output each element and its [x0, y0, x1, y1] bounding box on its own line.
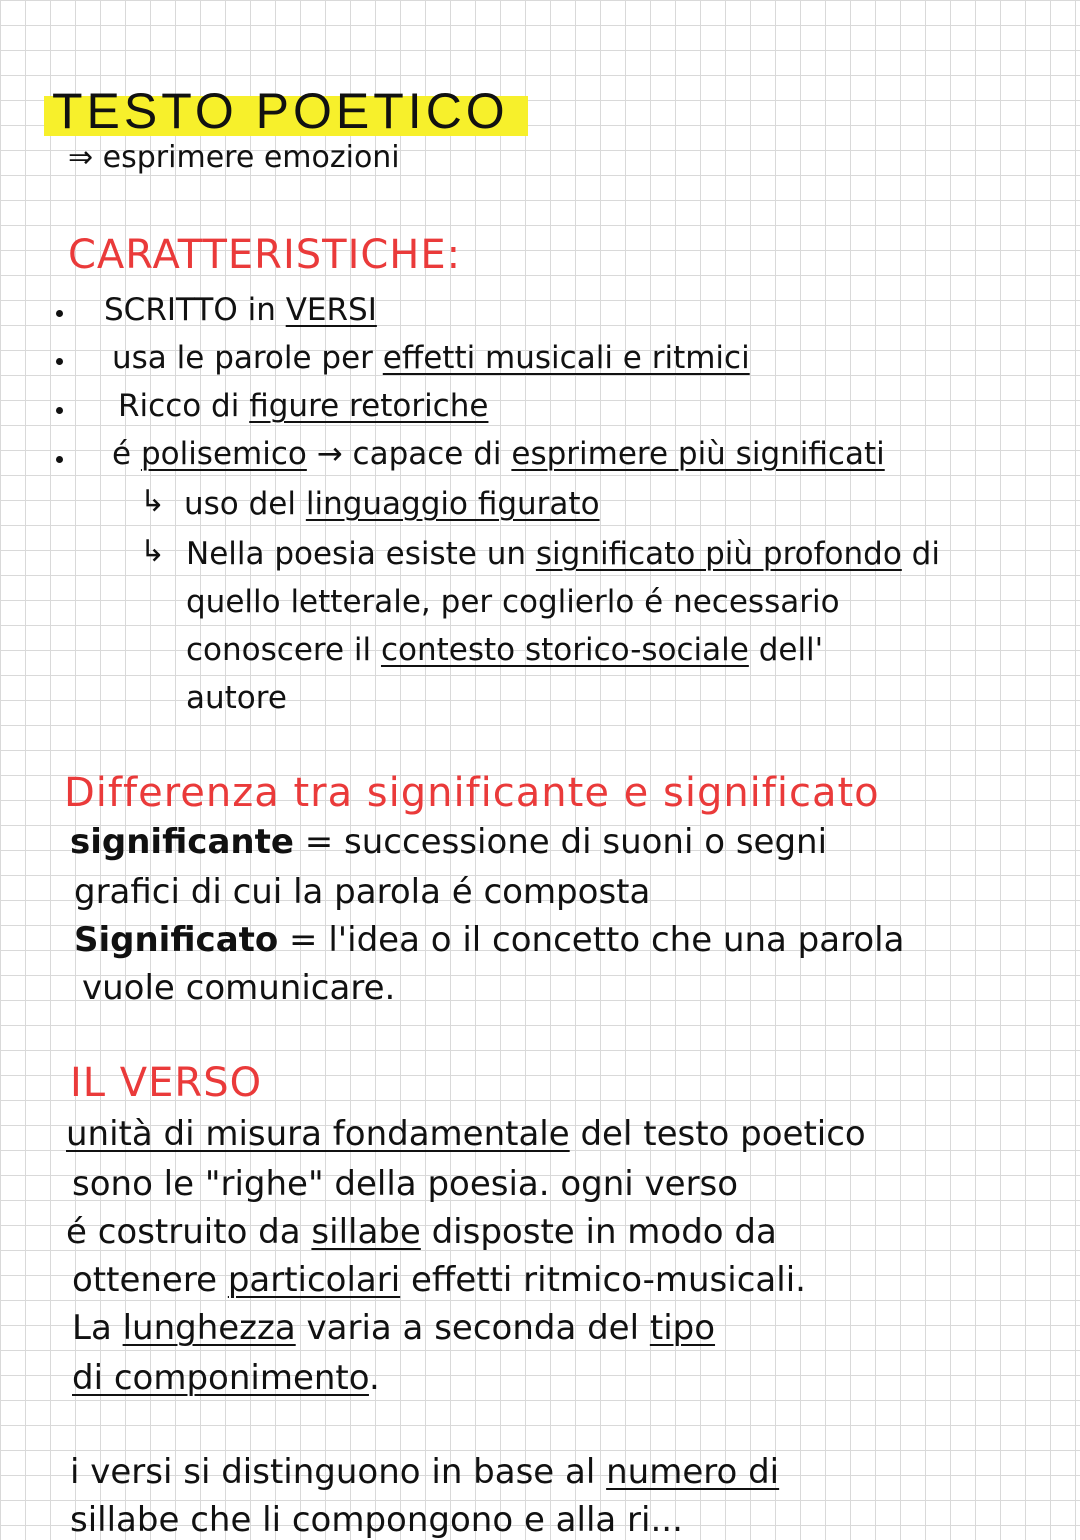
verso-line-1 — [66, 1114, 866, 1154]
bullet-1 — [104, 292, 377, 328]
heading-caratteristiche: CARATTERISTICHE: — [68, 232, 462, 278]
bullet-2 — [112, 340, 750, 376]
verso-line-3-text-end: disposte in modo da — [420, 1212, 777, 1252]
title-block — [44, 83, 509, 142]
verso-line-6-text: . — [368, 1358, 380, 1398]
sub-arrow-icon: ↳ — [140, 484, 166, 519]
bullet-1-underlined: VERSI — [285, 292, 377, 328]
bullet-3 — [118, 388, 488, 424]
bullet-dot — [56, 407, 63, 414]
term-significato: Significato — [74, 920, 279, 960]
verso-line-4-text: ottenere — [72, 1260, 228, 1300]
differenza-line-3-text: = l'idea o il concetto che una parola — [278, 920, 905, 960]
sub-item-2-line-3 — [186, 632, 823, 668]
verso-line-2: sono le "righe" della poesia. ogni verso — [72, 1164, 739, 1204]
differenza-line-1-text: = successione di suoni o segni — [293, 822, 828, 862]
verso-line-7 — [70, 1452, 779, 1492]
differenza-line-3 — [74, 920, 904, 960]
sub-item-2-line-2: quello letterale, per coglierlo é necessario — [186, 584, 840, 620]
sub-item-2-line-1 — [186, 536, 940, 572]
bullet-4-text: é — [112, 436, 141, 472]
sub-item-2-l3-underlined: contesto storico-sociale — [380, 632, 749, 668]
verso-line-3-text: é costruito da — [66, 1212, 312, 1252]
heading-il-verso: IL VERSO — [70, 1060, 263, 1106]
bullet-4-text-2: → capace di — [306, 436, 512, 472]
sub-item-1-text: uso del — [184, 486, 306, 522]
sub-item-1-underlined: linguaggio figurato — [305, 486, 600, 522]
verso-line-1-underlined: unità di misura fondamentale — [66, 1114, 570, 1154]
sub-arrow-icon: ↳ — [140, 534, 166, 569]
sub-item-2-l3-text-end: dell' — [748, 632, 824, 668]
verso-line-8: sillabe che li compongono e alla ri... — [70, 1500, 683, 1540]
bullet-4-underlined-2: esprimere più significati — [511, 436, 885, 472]
verso-line-6-underlined: di componimento — [72, 1358, 369, 1398]
bullet-3-text: Ricco di — [118, 388, 250, 424]
bullet-2-text: usa le parole per — [112, 340, 383, 376]
page-title: TESTO POETICO — [52, 83, 509, 139]
subtitle: ⇒ esprimere emozioni — [68, 140, 400, 175]
heading-differenza: Differenza tra significante e significato — [64, 770, 880, 816]
differenza-line-4: vuole comunicare. — [82, 968, 396, 1008]
verso-line-7-underlined: numero di — [606, 1452, 780, 1492]
verso-line-4-underlined: particolari — [227, 1260, 401, 1300]
term-significante: significante — [70, 822, 294, 862]
bullet-3-underlined: figure retoriche — [249, 388, 489, 424]
bullet-dot — [56, 310, 63, 317]
bullet-2-underlined: effetti musicali e ritmici — [382, 340, 750, 376]
verso-line-5 — [72, 1308, 715, 1348]
differenza-line-1 — [70, 822, 827, 862]
bullet-dot — [56, 456, 63, 463]
verso-line-1-text: del testo poetico — [569, 1114, 866, 1154]
verso-line-5-underlined-2: tipo — [649, 1308, 716, 1348]
verso-line-7-text: i versi si distinguono in base al — [70, 1452, 607, 1492]
bullet-4-underlined-1: polisemico — [140, 436, 307, 472]
verso-line-5-text: La — [72, 1308, 123, 1348]
verso-line-5-underlined: lunghezza — [122, 1308, 296, 1348]
bullet-dot — [56, 358, 63, 365]
sub-item-2-text-end: di — [901, 536, 940, 572]
differenza-line-2: grafici di cui la parola é composta — [74, 872, 651, 912]
sub-item-2-text: Nella poesia esiste un — [186, 536, 536, 572]
verso-line-5-text-mid: varia a seconda del — [295, 1308, 650, 1348]
verso-line-3-underlined: sillabe — [311, 1212, 421, 1252]
verso-line-3 — [66, 1212, 777, 1252]
sub-item-2-line-4: autore — [186, 680, 287, 716]
bullet-4 — [112, 436, 885, 472]
verso-line-6 — [72, 1358, 380, 1398]
verso-line-4-text-end: effetti ritmico-musicali. — [400, 1260, 806, 1300]
verso-line-4 — [72, 1260, 806, 1300]
sub-item-2-underlined: significato più profondo — [535, 536, 902, 572]
sub-item-2-l3-text: conoscere il — [186, 632, 381, 668]
bullet-1-text: SCRITTO in — [104, 292, 286, 328]
sub-item-1 — [184, 486, 600, 522]
